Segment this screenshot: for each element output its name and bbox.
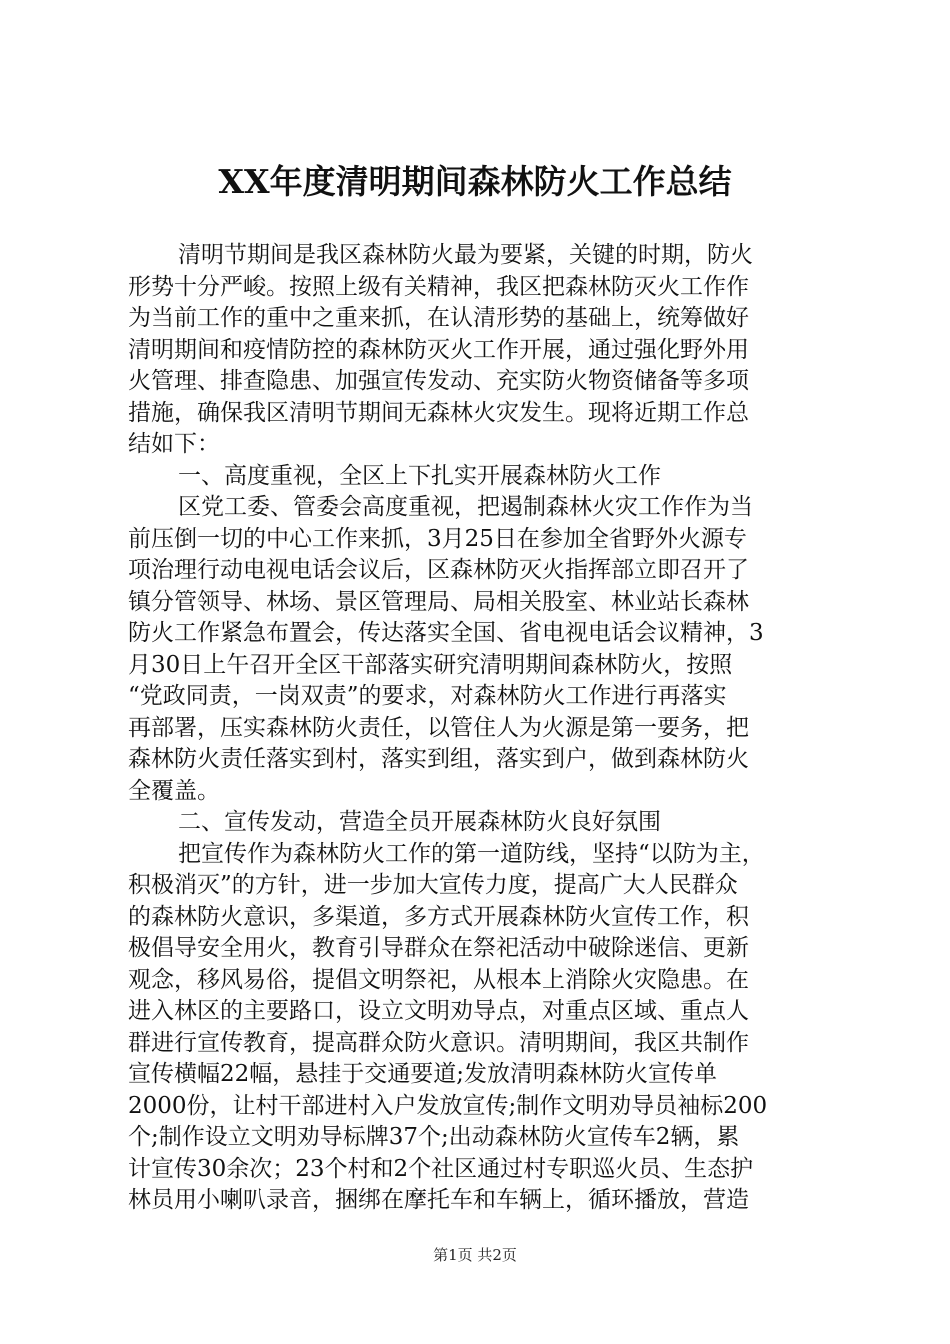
paragraph-line: 清明节期间是我区森林防火最为要紧，关键的时期，防火 xyxy=(178,242,753,268)
paragraph-line: 计宣传30余次；23个村和2个社区通过村专职巡火员、生态护 xyxy=(128,1155,754,1182)
paragraph-line: 防火工作紧急布置会，传达落实全国、省电视电话会议精神，3 xyxy=(128,620,764,646)
paragraph-line: 林员用小喇叭录音，捆绑在摩托车和车辆上，循环播放，营造 xyxy=(128,1187,749,1213)
paragraph-line: 结如下： xyxy=(128,431,220,457)
paragraph-line: 火管理、排查隐患、加强宣传发动、充实防火物资储备等多项 xyxy=(128,368,749,394)
paragraph-line: 森林防火责任落实到村，落实到组，落实到户，做到森林防火 xyxy=(128,746,749,772)
paragraph-line: 区党工委、管委会高度重视，把遏制森林火灾工作作为当 xyxy=(178,494,753,520)
section-heading: 二、宣传发动，营造全员开展森林防火良好氛围 xyxy=(178,809,661,835)
paragraph-line: 宣传横幅22幅，悬挂于交通要道;发放清明森林防火宣传单 xyxy=(128,1061,718,1087)
paragraph-line: 形势十分严峻。按照上级有关精神，我区把森林防灭火工作作 xyxy=(128,273,749,300)
paragraph-line: 个;制作设立文明劝导标牌37个;出动森林防火宣传车2辆，累 xyxy=(128,1124,740,1150)
paragraph-line: 观念，移风易俗，提倡文明祭祀，从根本上消除火灾隐患。在 xyxy=(128,966,749,993)
paragraph-line: 项治理行动电视电话会议后，区森林防灭火指挥部立即召开了 xyxy=(128,557,749,583)
document-title: XX年度清明期间森林防火工作总结 xyxy=(218,162,732,201)
paragraph-line: 积极消灭”的方针，进一步加大宣传力度，提高广大人民群众 xyxy=(128,872,738,898)
paragraph-line: 群进行宣传教育，提高群众防火意识。清明期间，我区共制作 xyxy=(128,1029,749,1056)
paragraph-line: 月30日上午召开全区干部落实研究清明期间森林防火，按照 xyxy=(128,651,733,678)
section-heading: 一、高度重视，全区上下扎实开展森林防火工作 xyxy=(178,462,661,489)
document-body xyxy=(128,240,834,1217)
paragraph-line: “党政同责，一岗双责”的要求，对森林防火工作进行再落实 xyxy=(128,683,727,709)
paragraph-line: 把宣传作为森林防火工作的第一道防线，坚持“以防为主， xyxy=(178,840,765,867)
paragraph-line: 措施，确保我区清明节期间无森林火灾发生。现将近期工作总 xyxy=(128,399,749,426)
paragraph-line: 清明期间和疫情防控的森林防灭火工作开展，通过强化野外用 xyxy=(128,336,749,363)
paragraph-line: 极倡导安全用火，教育引导群众在祭祀活动中破除迷信、更新 xyxy=(128,935,749,961)
paragraph-line: 镇分管领导、林场、景区管理局、局相关股室、林业站长森林 xyxy=(128,588,749,615)
paragraph-line: 2000份，让村干部进村入户发放宣传;制作文明劝导员袖标200 xyxy=(128,1092,768,1119)
paragraph-line: 全覆盖。 xyxy=(128,777,220,804)
paragraph-line: 进入林区的主要路口，设立文明劝导点，对重点区域、重点人 xyxy=(128,998,749,1024)
paragraph-line: 为当前工作的重中之重来抓，在认清形势的基础上，统筹做好 xyxy=(128,305,749,331)
page-number-footer: 第1页 共2页 xyxy=(433,1246,517,1264)
paragraph-line: 前压倒一切的中心工作来抓，3月25日在参加全省野外火源专 xyxy=(128,525,747,552)
paragraph-line: 再部署，压实森林防火责任，以管住人为火源是第一要务，把 xyxy=(128,714,749,741)
paragraph-line: 的森林防火意识，多渠道，多方式开展森林防火宣传工作，积 xyxy=(128,903,749,930)
